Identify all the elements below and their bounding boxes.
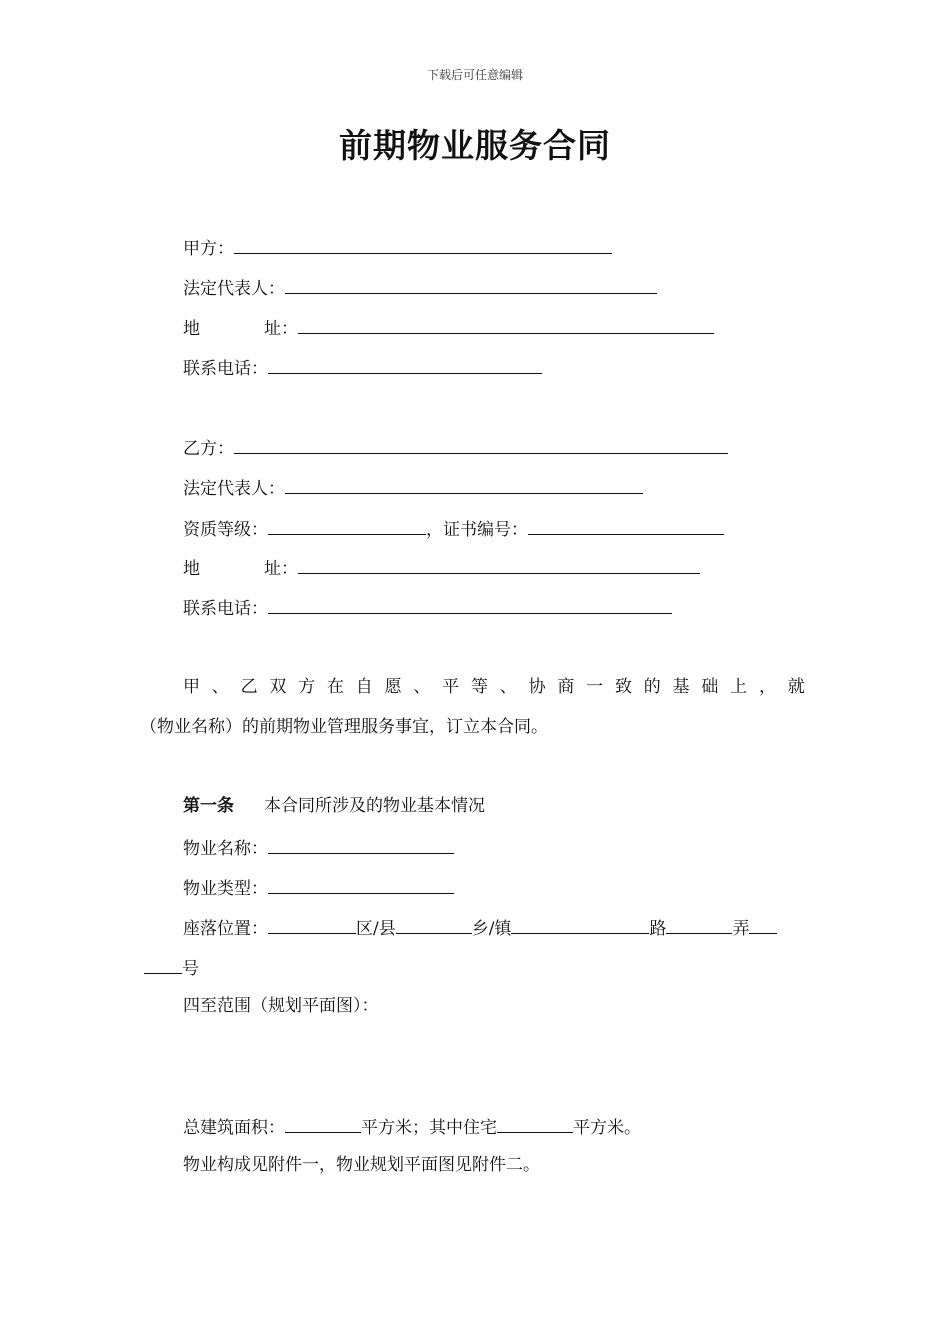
party-a-rep-blank[interactable] — [285, 273, 657, 294]
road-label: 路 — [649, 919, 667, 939]
party-a-label: 甲方： — [183, 239, 234, 259]
party-a-blank[interactable] — [234, 233, 612, 254]
intro-char: 上 — [730, 677, 748, 697]
party-b-addr-label-2: 址： — [264, 559, 298, 579]
party-b-addr-line — [183, 553, 700, 579]
intro-line-2: （物业名称）的前期物业管理服务事宜，订立本合同。 — [140, 717, 548, 737]
intro-char: 甲 — [183, 677, 200, 697]
location-line — [183, 913, 777, 939]
intro-char: 乙 — [240, 677, 258, 697]
total-area-blank[interactable] — [285, 1112, 361, 1133]
lane-blank[interactable] — [666, 913, 732, 934]
intro-char: 愿 — [384, 677, 402, 697]
party-a-line — [183, 233, 612, 259]
intro-char: 平 — [442, 677, 460, 697]
property-type-blank[interactable] — [268, 873, 454, 894]
area-label: 总建筑面积： — [183, 1118, 285, 1138]
intro-char: ， — [758, 677, 776, 697]
area-line — [183, 1112, 641, 1138]
intro-char: 等 — [470, 677, 488, 697]
intro-char: 自 — [355, 677, 373, 697]
intro-char: 、 — [413, 677, 431, 697]
number-suffix: 号 — [182, 959, 199, 979]
party-b-rep-blank[interactable] — [285, 473, 643, 494]
party-a-rep-label: 法定代表人： — [183, 279, 285, 299]
party-a-phone-label: 联系电话： — [183, 359, 268, 379]
party-b-cert-label: ，证书编号： — [426, 520, 528, 540]
party-b-qual-blank[interactable] — [268, 514, 426, 535]
intro-char: 础 — [701, 677, 719, 697]
property-type-line — [183, 873, 454, 899]
lane-label: 弄 — [732, 919, 750, 939]
party-a-addr-label-2: 址： — [264, 319, 298, 339]
party-a-addr-blank[interactable] — [298, 313, 714, 334]
town-blank[interactable] — [396, 913, 472, 934]
party-b-qual-line — [183, 514, 724, 540]
article-1-heading — [183, 793, 485, 819]
party-b-phone-line — [183, 593, 672, 619]
party-b-rep-label: 法定代表人： — [183, 479, 285, 499]
district-label: 区/县 — [356, 919, 396, 939]
attachments-line: 物业构成见附件一，物业规划平面图见附件二。 — [183, 1155, 540, 1175]
intro-char: 、 — [211, 677, 229, 697]
party-a-addr-label-1: 地 — [183, 319, 200, 339]
district-blank[interactable] — [268, 913, 356, 934]
intro-char: 、 — [499, 677, 517, 697]
residential-area-blank[interactable] — [497, 1112, 573, 1133]
number-blank-1[interactable] — [749, 913, 777, 934]
boundary-line: 四至范围（规划平面图）： — [183, 996, 379, 1016]
intro-char: 就 — [787, 677, 805, 697]
intro-char: 基 — [672, 677, 690, 697]
property-name-line — [183, 833, 454, 859]
article-1-title: 本合同所涉及的物业基本情况 — [264, 796, 485, 816]
party-a-rep-line — [183, 273, 657, 299]
party-b-phone-label: 联系电话： — [183, 599, 268, 619]
intro-char: 方 — [298, 677, 316, 697]
intro-char: 在 — [326, 677, 344, 697]
area-unit-2: 平方米。 — [573, 1118, 641, 1138]
party-b-cert-blank[interactable] — [528, 514, 724, 535]
property-type-label: 物业类型： — [183, 879, 268, 899]
party-b-rep-line — [183, 473, 643, 499]
intro-char: 一 — [586, 677, 604, 697]
intro-char: 协 — [528, 677, 546, 697]
number-blank-2[interactable] — [144, 953, 182, 974]
intro-line-1 — [183, 674, 805, 700]
party-b-addr-label-1: 地 — [183, 559, 200, 579]
party-b-blank[interactable] — [234, 433, 728, 454]
party-b-qual-label: 资质等级： — [183, 520, 268, 540]
party-b-line — [183, 433, 728, 459]
town-label: 乡/镇 — [471, 919, 512, 939]
property-name-blank[interactable] — [268, 833, 454, 854]
party-a-phone-blank[interactable] — [268, 353, 542, 374]
party-b-addr-blank[interactable] — [298, 553, 700, 574]
header-note: 下载后可任意编辑 — [426, 68, 523, 82]
location-label: 座落位置： — [183, 919, 268, 939]
party-a-addr-line — [183, 313, 714, 339]
party-b-label: 乙方： — [183, 439, 234, 459]
intro-char: 致 — [614, 677, 632, 697]
road-blank[interactable] — [511, 913, 649, 934]
party-a-phone-line — [183, 353, 542, 379]
article-1-number: 第一条 — [183, 796, 234, 816]
intro-char: 的 — [643, 677, 661, 697]
intro-char: 商 — [557, 677, 575, 697]
party-b-phone-blank[interactable] — [268, 593, 672, 614]
intro-char: 双 — [269, 677, 287, 697]
page-title: 前期物业服务合同 — [339, 126, 611, 165]
area-unit-1: 平方米；其中住宅 — [361, 1118, 497, 1138]
property-name-label: 物业名称： — [183, 839, 268, 859]
location-line-2 — [144, 953, 199, 979]
